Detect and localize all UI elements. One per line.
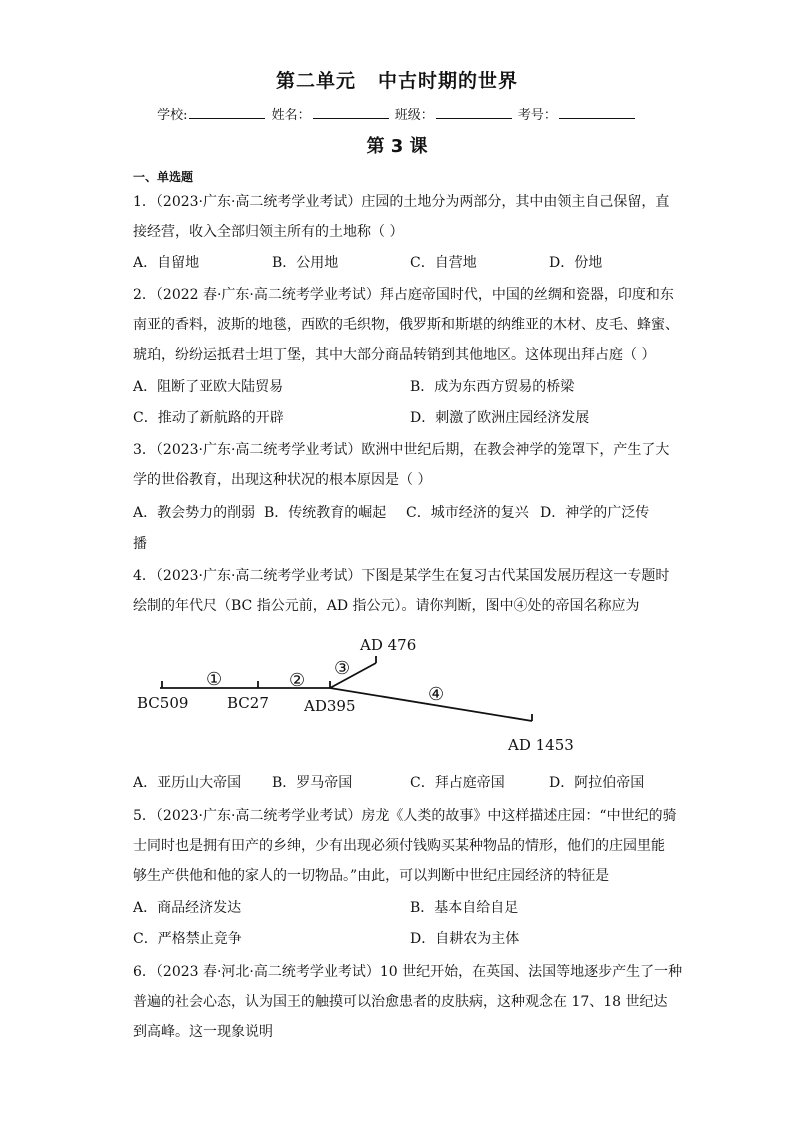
q3-option-c[interactable]: C．城市经济的复兴 [406, 505, 529, 521]
mark-2: ② [289, 670, 306, 691]
q5-line-2: 士同时也是拥有田产的乡绅，少有出现必须付钱购买某种物品的情形，他们的庄园里能 [133, 838, 665, 854]
q2-option-a[interactable]: A．阻断了亚欧大陆贸易 [133, 379, 284, 395]
class-blank[interactable] [436, 106, 512, 119]
q1-line-1: 1．（2023·广东·高二统考学业考试）庄园的土地分为两部分，其中由领主自己保留，直 [133, 194, 670, 210]
q1-option-c[interactable]: C．自营地 [410, 255, 477, 271]
q3-option-b[interactable]: B．传统教育的崛起 [264, 505, 387, 521]
number-blank[interactable] [559, 106, 635, 119]
label-ad395: AD395 [304, 697, 356, 715]
q2-option-b[interactable]: B．成为东西方贸易的桥梁 [410, 379, 575, 395]
name-blank[interactable] [313, 106, 389, 119]
label-bc509: BC509 [137, 694, 189, 712]
school-label: 学校: [157, 108, 188, 123]
q4-option-c[interactable]: C．拜占庭帝国 [410, 775, 505, 791]
q1-option-a[interactable]: A．自留地 [133, 255, 200, 271]
student-info-row [0, 104, 794, 123]
q4-option-a[interactable]: A．亚历山大帝国 [133, 775, 242, 791]
q3-line-2: 学的世俗教育，出现这种状况的根本原因是（ ） [133, 472, 432, 488]
q4-option-b[interactable]: B．罗马帝国 [272, 775, 353, 791]
unit-label: 第二单元 [275, 70, 356, 92]
q3-option-d[interactable]: D．神学的广泛传 [540, 505, 650, 521]
q1-option-b[interactable]: B．公用地 [272, 255, 339, 271]
timeline-figure [0, 620, 794, 760]
q1-option-d[interactable]: D．份地 [549, 255, 603, 271]
q2-option-c[interactable]: C．推动了新航路的开辟 [133, 410, 284, 426]
unit-title [0, 66, 794, 93]
q3-line-1: 3．（2023·广东·高二统考学业考试）欧洲中世纪后期，在教会神学的笼罩下，产生了大 [133, 442, 670, 458]
q3-option-a[interactable]: A．教会势力的削弱 [133, 505, 256, 521]
q5-option-d[interactable]: D．自耕农为主体 [410, 931, 520, 947]
class-label: 班级： [394, 108, 434, 123]
q5-option-b[interactable]: B．基本自给自足 [410, 900, 519, 916]
q1-line-2: 接经营，收入全部归领主所有的土地称（ ） [133, 224, 404, 240]
label-bc27: BC27 [227, 694, 269, 712]
q3-option-d-wrap: 播 [133, 536, 147, 552]
q4-line-2: 绘制的年代尺（BC 指公元前，AD 指公元）。请你判断，图中④处的帝国名称应为 [133, 598, 640, 614]
school-blank[interactable] [189, 106, 265, 119]
q2-line-1: 2．（2022 春·广东·高二统考学业考试）拜占庭帝国时代，中国的丝绸和瓷器，印度和东 [133, 287, 674, 303]
q4-option-d[interactable]: D．阿拉伯帝国 [549, 775, 645, 791]
label-ad1453: AD 1453 [508, 736, 574, 754]
q2-option-d[interactable]: D．刺激了欧洲庄园经济发展 [410, 410, 590, 426]
q2-line-2: 南亚的香料，波斯的地毯，西欧的毛织物，俄罗斯和斯堪的纳维亚的木材、皮毛、蜂蜜、 [133, 317, 679, 333]
label-ad476: AD 476 [360, 636, 417, 654]
q5-option-c[interactable]: C．严格禁止竞争 [133, 931, 242, 947]
mark-3: ③ [334, 658, 351, 679]
q5-option-a[interactable]: A．商品经济发达 [133, 900, 242, 916]
q4-line-1: 4．（2023·广东·高二统考学业考试）下图是某学生在复习古代某国发展历程这一专题时 [133, 568, 670, 584]
mark-4: ④ [428, 684, 445, 705]
lesson-title: 第 3 课 [366, 136, 428, 157]
q2-line-3: 琥珀，纷纷运抵君士坦丁堡，其中大部分商品转销到其他地区。这体现出拜占庭（ ） [133, 347, 656, 363]
q6-line-2: 普遍的社会心态，认为国王的触摸可以治愈患者的皮肤病，这种观念在 17、18 世纪达 [133, 994, 668, 1010]
unit-topic: 中古时期的世界 [378, 70, 519, 92]
mark-1: ① [206, 669, 223, 690]
q6-line-3: 到高峰。这一现象说明 [133, 1024, 273, 1040]
q6-line-1: 6．（2023 春·河北·高二统考学业考试）10 世纪开始，在英国、法国等地逐步产生了一种 [133, 964, 683, 980]
q5-line-1: 5．（2023·广东·高二统考学业考试）房龙《人类的故事》中这样描述庄园：“中世纪的骑 [133, 808, 677, 824]
name-label: 姓名： [271, 108, 311, 123]
q5-line-3: 够生产供他和他的家人的一切物品。”由此，可以判断中世纪庄园经济的特征是 [133, 868, 610, 884]
number-label: 考号： [517, 108, 557, 123]
section-heading: 一、单选题 [133, 170, 194, 184]
